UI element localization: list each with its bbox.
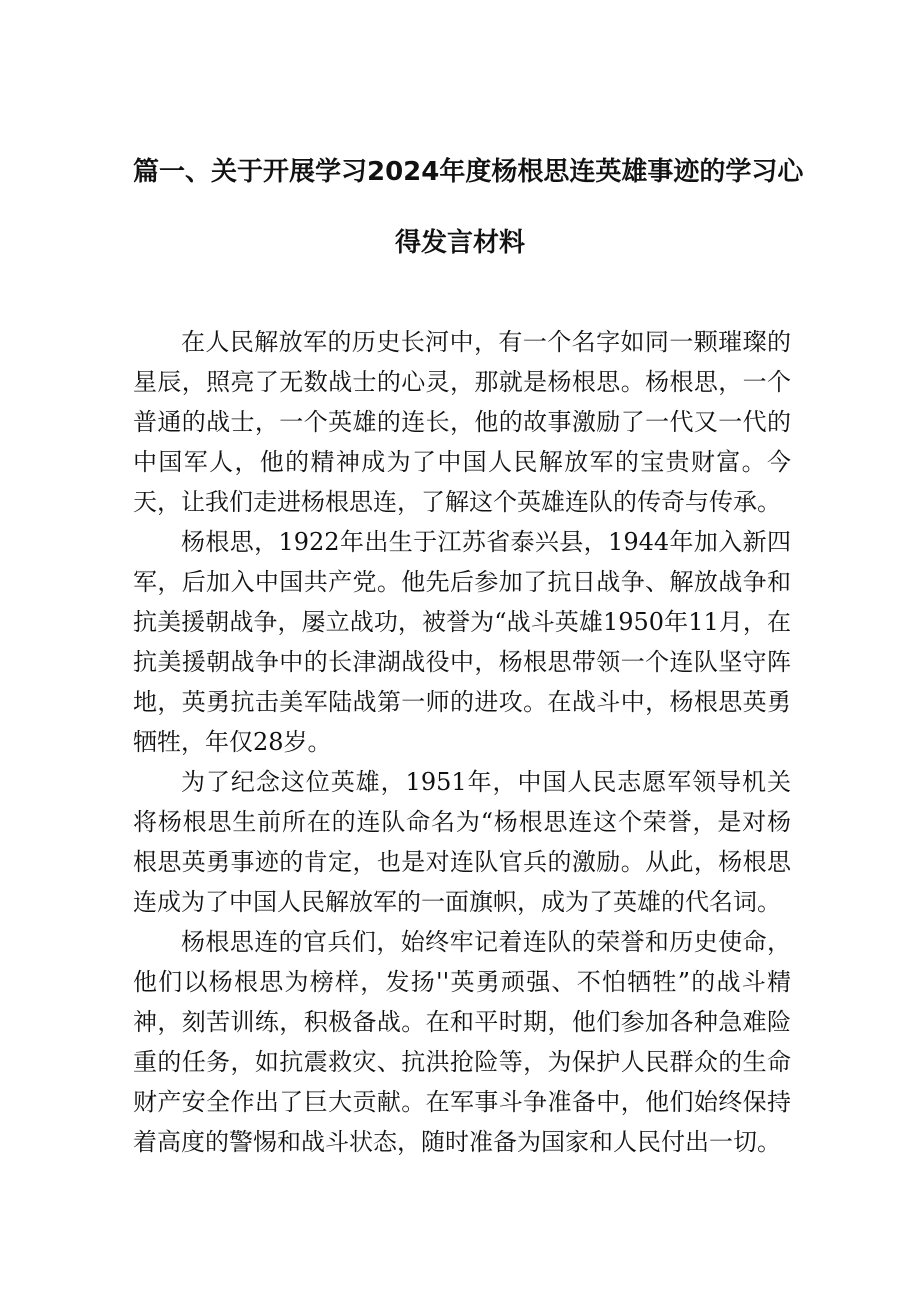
paragraph-4: 杨根思连的官兵们，始终牢记着连队的荣誉和历史使命，他们以杨根思为榜样，发扬''英勇顽强、不怕牺牲”的战斗精神，刻苦训练，积极备战。在和平时期，他们参加各种急难险重的任务，如抗震救灾、抗洪抢险等，为保护人民群众的生命财产安全作出了巨大贡献。在军事斗争准备中，他们始终保持着高度的警惕和战斗状态，随时准备为国家和人民付出一切。 (133, 928, 791, 1156)
document-title-line-2: 得发言材料 (394, 228, 525, 258)
paragraph-1: 在人民解放军的历史长河中，有一个名字如同一颗璀璨的星辰，照亮了无数战士的心灵，那就是杨根思。杨根思，一个普通的战士，一个英雄的连长，他的故事激励了一代又一代的中国军人，他的精神成为了中国人民解放军的宝贵财富。今天，让我们走进杨根思连，了解这个英雄连队的传奇与传承。 (133, 328, 791, 516)
paragraph-3: 为了纪念这位英雄，1951年，中国人民志愿军领导机关将杨根思生前所在的连队命名为“杨根思连这个荣誉，是对杨根思英勇事迹的肯定，也是对连队官兵的激励。从此，杨根思连成为了中国人民解放军的一面旗帜，成为了英雄的代名词。 (133, 768, 791, 916)
document-body (133, 322, 791, 1162)
document-title-line-1: 篇一、关于开展学习2024年度杨根思连英雄事迹的学习心 (133, 157, 804, 187)
paragraph-2: 杨根思，1922年出生于江苏省泰兴县，1944年加入新四军，后加入中国共产党。他先后参加了抗日战争、解放战争和抗美援朝战争，屡立战功，被誉为“战斗英雄1950年11月，在抗美援朝战争中的长津湖战役中，杨根思带领一个连队坚守阵地，英勇抗击美军陆战第一师的进攻。在战斗中，杨根思英勇牺牲，年仅28岁。 (133, 528, 791, 756)
